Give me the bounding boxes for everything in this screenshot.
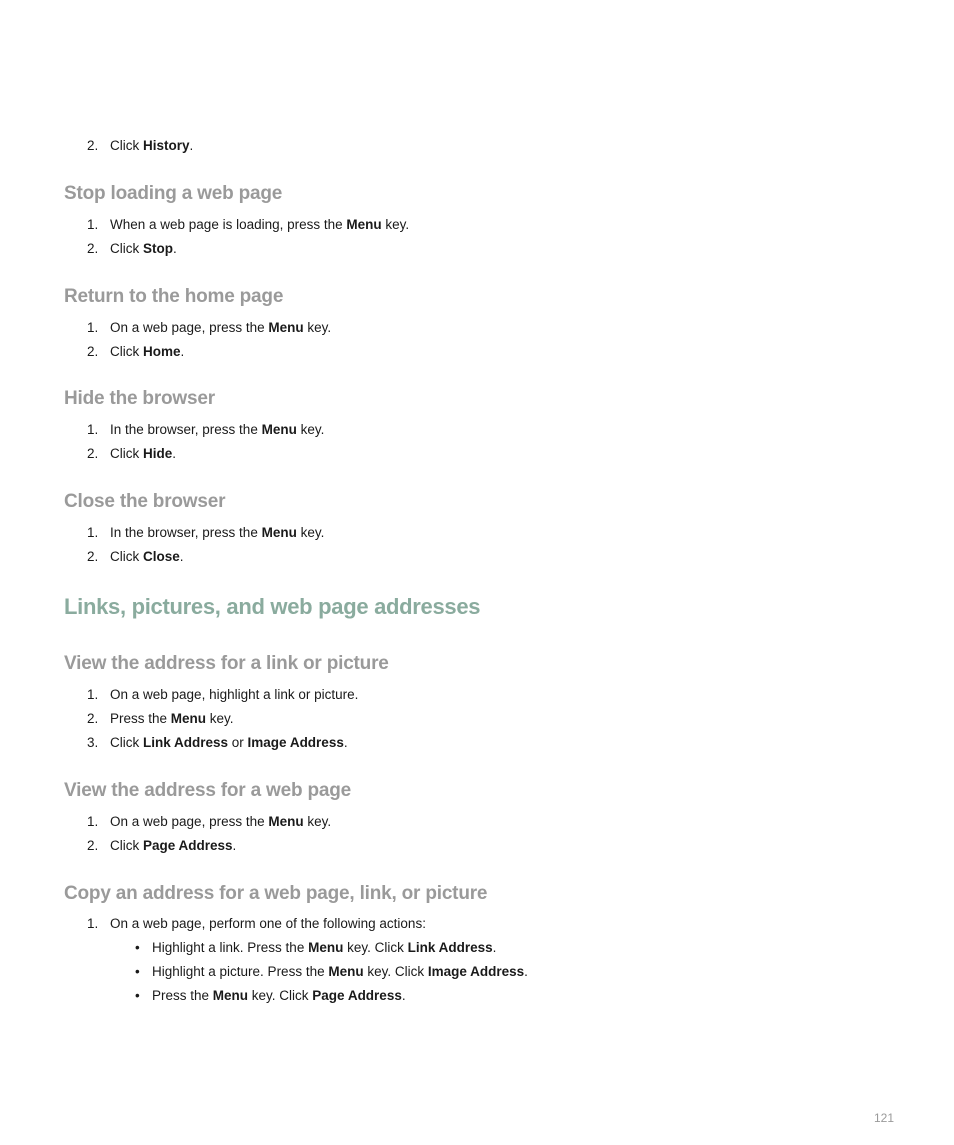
bullet-icon: • bbox=[135, 988, 140, 1003]
step-item: 2. Click Hide. bbox=[87, 446, 177, 461]
steps-list bbox=[64, 683, 389, 755]
chapter-heading: Links, pictures, and web page addresses bbox=[64, 594, 481, 619]
history-step-block bbox=[64, 134, 193, 158]
section-return-home bbox=[64, 285, 331, 364]
steps-list bbox=[64, 134, 193, 158]
section-close-browser bbox=[64, 490, 324, 569]
step-item: 1. In the browser, press the Menu key. bbox=[87, 422, 325, 437]
bullet-item: • Highlight a picture. Press the Menu key. Click Image Address. bbox=[64, 960, 528, 984]
bullet-item: • Highlight a link. Press the Menu key. Click Link Address. bbox=[64, 936, 528, 960]
steps-list bbox=[64, 912, 528, 936]
section-view-page-address bbox=[64, 779, 351, 858]
step-item: 1. When a web page is loading, press the Menu key. bbox=[87, 217, 410, 232]
main-heading-block bbox=[64, 593, 480, 621]
step-item: 1. On a web page, press the Menu key. bbox=[87, 814, 332, 829]
section-copy-address bbox=[64, 882, 528, 1008]
bullet-icon: • bbox=[135, 940, 140, 955]
section-heading: Copy an address for a web page, link, or picture bbox=[64, 883, 488, 904]
page-number: 121 bbox=[874, 1111, 895, 1125]
step-item: 2. Click Page Address. bbox=[87, 838, 237, 853]
steps-list bbox=[64, 213, 409, 261]
steps-list bbox=[64, 316, 331, 364]
section-heading: View the address for a link or picture bbox=[64, 653, 389, 674]
section-heading: Stop loading a web page bbox=[64, 183, 283, 204]
bullet-icon: • bbox=[135, 964, 140, 979]
steps-list bbox=[64, 521, 324, 569]
section-hide-browser bbox=[64, 387, 324, 466]
step-item: 1. On a web page, press the Menu key. bbox=[87, 320, 332, 335]
bullet-item: • Press the Menu key. Click Page Address. bbox=[64, 984, 528, 1008]
section-heading: Hide the browser bbox=[64, 388, 215, 409]
step-item: 2. Press the Menu key. bbox=[87, 711, 234, 726]
step-item: 2. Click Stop. bbox=[87, 241, 177, 256]
step-item: 2. Click History. bbox=[87, 138, 194, 153]
section-heading: Return to the home page bbox=[64, 286, 284, 307]
steps-list bbox=[64, 418, 324, 466]
step-item: 1. On a web page, perform one of the following actions: bbox=[87, 916, 426, 931]
section-stop-loading bbox=[64, 182, 409, 261]
step-item: 2. Click Close. bbox=[87, 549, 184, 564]
step-item: 3. Click Link Address or Image Address. bbox=[87, 735, 348, 750]
section-heading: Close the browser bbox=[64, 491, 226, 512]
step-item: 1. In the browser, press the Menu key. bbox=[87, 525, 325, 540]
section-view-link-address bbox=[64, 652, 389, 755]
step-item: 2. Click Home. bbox=[87, 344, 185, 359]
bullet-list bbox=[64, 936, 528, 1008]
step-item: 1. On a web page, highlight a link or picture. bbox=[87, 687, 359, 702]
section-heading: View the address for a web page bbox=[64, 780, 351, 801]
steps-list bbox=[64, 810, 351, 858]
